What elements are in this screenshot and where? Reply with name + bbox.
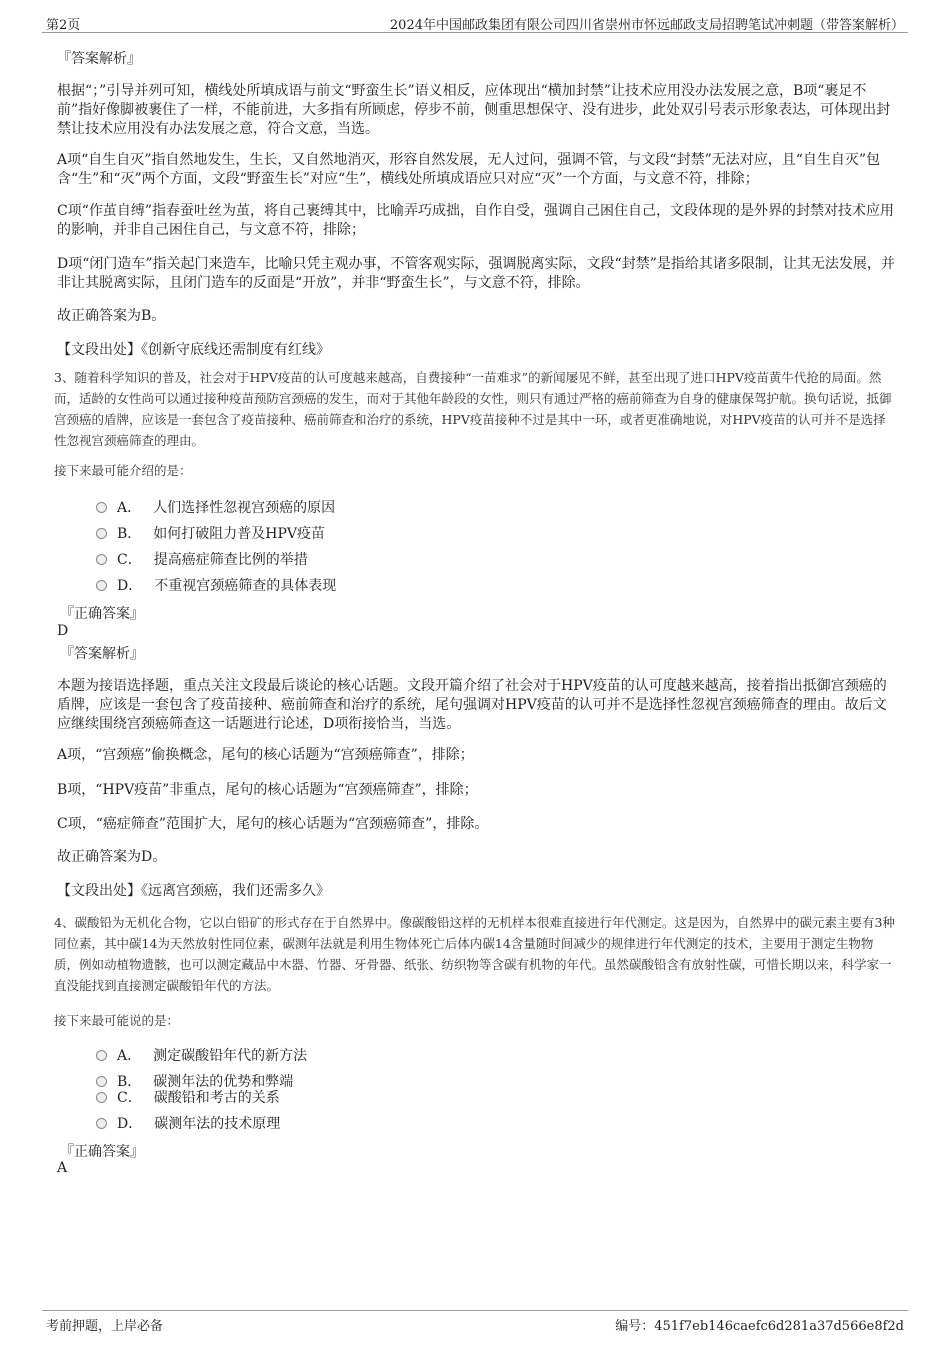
q4-option-d[interactable]: D． 碳测年法的技术原理 bbox=[96, 1113, 280, 1133]
q2-analysis-para-4: D项“闭门造车”指关起门来造车，比喻只凭主观办事，不管客观实际，强调脱离实际，文段“封禁”是指给其诸多限制，让其无法发展，并非让其脱离实际，且闭门造车的反面是“开放”，并非“野蛮生长”，与文意不符，排除。 bbox=[57, 256, 895, 291]
q4-stem: 4、碳酸铅为无机化合物，它以白铅矿的形式存在于自然界中。像碳酸铅这样的无机样本很难直接进行年代测定。这是因为，自然界中的碳元素主要有3种同位素，其中碳14为天然放射性同位素，碳测年法就是利用生物体死亡后体内碳14含量随时间减少的规律进行年代测定的技术，主要用于测定生物物质，例如动植物遗骸，也可以测定藏品中木器、竹器、牙骨器、纸张、纺织物等含碳有机物的年代。虽然碳酸铅含有放射性碳，可惜长期以来，科学家一直没能找到直接测定碳酸铅年代的方法。 bbox=[54, 915, 895, 993]
q2-answer-conclusion: 故正确答案为B。 bbox=[57, 308, 166, 324]
q2-source: 【文段出处】《创新守底线还需制度有红线》 bbox=[57, 342, 330, 358]
q3-analysis-label: 『答案解析』 bbox=[60, 646, 144, 662]
q3-option-c[interactable]: C． 提高癌症筛查比例的举措 bbox=[96, 549, 308, 569]
radio-icon[interactable] bbox=[96, 1076, 107, 1087]
q3-option-d[interactable]: D． 不重视宫颈癌筛查的具体表现 bbox=[96, 575, 336, 595]
q3-analysis-para-1: 本题为接语选择题，重点关注文段最后谈论的核心话题。文段开篇介绍了社会对于HPV疫苗的认可度越来越高，接着指出抵御宫颈癌的盾牌，应该是一套包含了疫苗接种、癌前筛查和治疗的系统，尾句强调对HPV疫苗的认可并不是选择性忽视宫颈癌筛查的理由。故后文应继续围绕宫颈癌筛查这一话题进行论述，D项衔接恰当，当选。 bbox=[57, 678, 887, 732]
q3-prompt: 接下来最可能介绍的是： bbox=[54, 463, 192, 478]
q3-analysis-para-2: A项，“宫颈癌”偷换概念，尾句的核心话题为“宫颈癌筛查”，排除； bbox=[57, 747, 474, 763]
q4-option-b[interactable]: B． 碳测年法的优势和弊端 bbox=[96, 1071, 293, 1091]
footer-doc-id: 编号：451f7eb146caefc6d281a37d566e8f2d bbox=[615, 1319, 904, 1334]
q4-answer: A bbox=[57, 1160, 68, 1176]
document-title: 2024年中国邮政集团有限公司四川省崇州市怀远邮政支局招聘笔试冲刺题（带答案解析） bbox=[389, 18, 904, 33]
q3-answer-conclusion: 故正确答案为D。 bbox=[57, 849, 167, 865]
radio-icon[interactable] bbox=[96, 1050, 107, 1061]
q4-option-a[interactable]: A． 测定碳酸铅年代的新方法 bbox=[96, 1045, 307, 1065]
radio-icon[interactable] bbox=[96, 1092, 107, 1103]
q3-option-b[interactable]: B． 如何打破阻力普及HPV疫苗 bbox=[96, 523, 325, 543]
q2-analysis-label: 『答案解析』 bbox=[57, 51, 141, 67]
q4-option-c[interactable]: C． 碳酸铅和考古的关系 bbox=[96, 1087, 280, 1107]
q3-answer: D bbox=[57, 623, 69, 639]
radio-icon[interactable] bbox=[96, 1118, 107, 1129]
q2-analysis-para-1: 根据“；”引导并列可知，横线处所填成语与前文“野蛮生长”语义相反，应体现出“横加封禁”让技术应用没办法发展之意，B项“裹足不前”指好像脚被裹住了一样，不能前进，大多指有所顾虑，停步不前，侧重思想保守、没有进步，此处双引号表示形象表达，可体现出封禁让技术应用没有办法发展之意，符合文意，当选。 bbox=[57, 83, 891, 137]
footer-slogan: 考前押题，上岸必备 bbox=[46, 1319, 164, 1334]
q2-analysis-para-3: C项“作茧自缚”指春蚕吐丝为茧，将自己裹缚其中，比喻弄巧成拙，自作自受，强调自己困住自己，文段体现的是外界的封禁对技术应用的影响，并非自己困住自己，与文意不符，排除； bbox=[57, 203, 895, 238]
q4-prompt: 接下来最可能说的是： bbox=[54, 1013, 180, 1028]
q3-stem: 3、随着科学知识的普及，社会对于HPV疫苗的认可度越来越高，自费接种“一苗难求”的新闻屡见不鲜，甚至出现了进口HPV疫苗黄牛代抢的局面。然而，适龄的女性尚可以通过接种疫苗预防宫颈癌的发生，而对于其他年龄段的女性，则只有通过严格的癌前筛查为自身的健康保驾护航。换句话说，抵御宫颈癌的盾牌，应该是一套包含了疫苗接种、癌前筛查和治疗的系统，HPV疫苗接种不过是其中一环，或者更准确地说，对HPV疫苗的认可并不是选择性忽视宫颈癌筛查的理由。 bbox=[54, 370, 892, 448]
page-footer bbox=[42, 1310, 908, 1335]
q3-analysis-para-3: B项，“HPV疫苗”非重点，尾句的核心话题为“宫颈癌筛查”，排除； bbox=[57, 782, 478, 798]
q3-analysis-para-4: C项，“癌症筛查”范围扩大，尾句的核心话题为“宫颈癌筛查”，排除。 bbox=[57, 816, 489, 832]
q2-analysis-para-2: A项“自生自灭”指自然地发生，生长，又自然地消灭，形容自然发展，无人过问，强调不管，与文段“封禁”无法对应，且“自生自灭”包含“生”和“灭”两个方面，文段“野蛮生长”对应“生”，横线处所填成语应只对应“灭”一个方面，与文意不符，排除； bbox=[57, 152, 881, 187]
page-number: 第2页 bbox=[46, 18, 81, 33]
radio-icon[interactable] bbox=[96, 528, 107, 539]
q3-answer-label: 『正确答案』 bbox=[60, 606, 144, 622]
q3-source: 【文段出处】《远离宫颈癌，我们还需多久》 bbox=[57, 883, 330, 899]
q3-option-a[interactable]: A． 人们选择性忽视宫颈癌的原因 bbox=[96, 497, 335, 517]
radio-icon[interactable] bbox=[96, 554, 107, 565]
page-header bbox=[42, 12, 908, 33]
q4-answer-label: 『正确答案』 bbox=[60, 1144, 144, 1160]
radio-icon[interactable] bbox=[96, 580, 107, 591]
radio-icon[interactable] bbox=[96, 502, 107, 513]
